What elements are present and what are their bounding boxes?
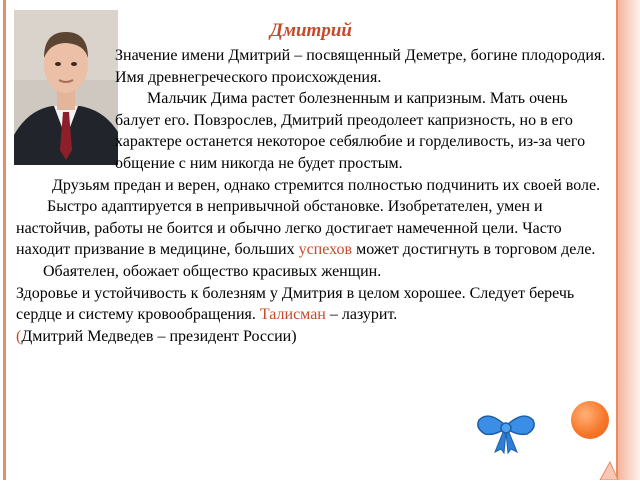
slide-title: Дмитрий xyxy=(270,20,352,41)
right-decorative-band xyxy=(618,0,640,480)
text-segment: Дмитрий Медведев – президент России) xyxy=(21,327,297,345)
text-segment: Здоровье и устойчивость к болезням у Дмитрия в целом хорошее. Следует беречь сердце и систему кровообращения. xyxy=(16,284,575,324)
text-segment: Быстро адаптируется в непривычной обстановке. Изобретателен, умен и настойчив, работы не боится и обычно легко достигает намеченной цели. Часто находит призвание в медицине, больших xyxy=(16,198,562,259)
body-paragraph xyxy=(16,261,612,283)
highlighted-text: Талисман xyxy=(259,306,326,324)
left-border-line xyxy=(3,0,6,480)
text-segment: может достигнуть в торговом деле. xyxy=(352,241,596,259)
slide-body-text xyxy=(16,45,612,347)
blue-ribbon-bow-icon xyxy=(475,412,537,454)
text-segment: Значение имени Дмитрий – посвященный Деметре, богине плодородия. Имя древнегреческого происхождения. xyxy=(115,47,606,86)
body-paragraph xyxy=(16,326,612,348)
text-segment: Мальчик Дима растет болезненным и капризным. Мать очень балует его. Повзрослев, Дмитрий преодолеет капризность, но в его характере останется некоторое себялюбие и горделивость, из-за чего общение с ним никогда не будет простым. xyxy=(115,90,586,172)
body-paragraph xyxy=(16,175,612,197)
text-segment: – лазурит. xyxy=(325,306,398,324)
body-paragraph xyxy=(16,196,612,261)
text-segment: Друзьям предан и верен, однако стремится полностью подчинить их своей воле. xyxy=(52,176,601,194)
text-segment: Обаятелен, обожает общество красивых женщин. xyxy=(43,262,382,280)
highlighted-text: ( xyxy=(16,327,22,345)
body-paragraph xyxy=(16,283,612,326)
highlighted-text: успехов xyxy=(298,241,353,259)
photo-wrap-space xyxy=(16,45,115,173)
page-curl-icon xyxy=(598,460,620,480)
orange-circle-icon xyxy=(571,401,609,439)
